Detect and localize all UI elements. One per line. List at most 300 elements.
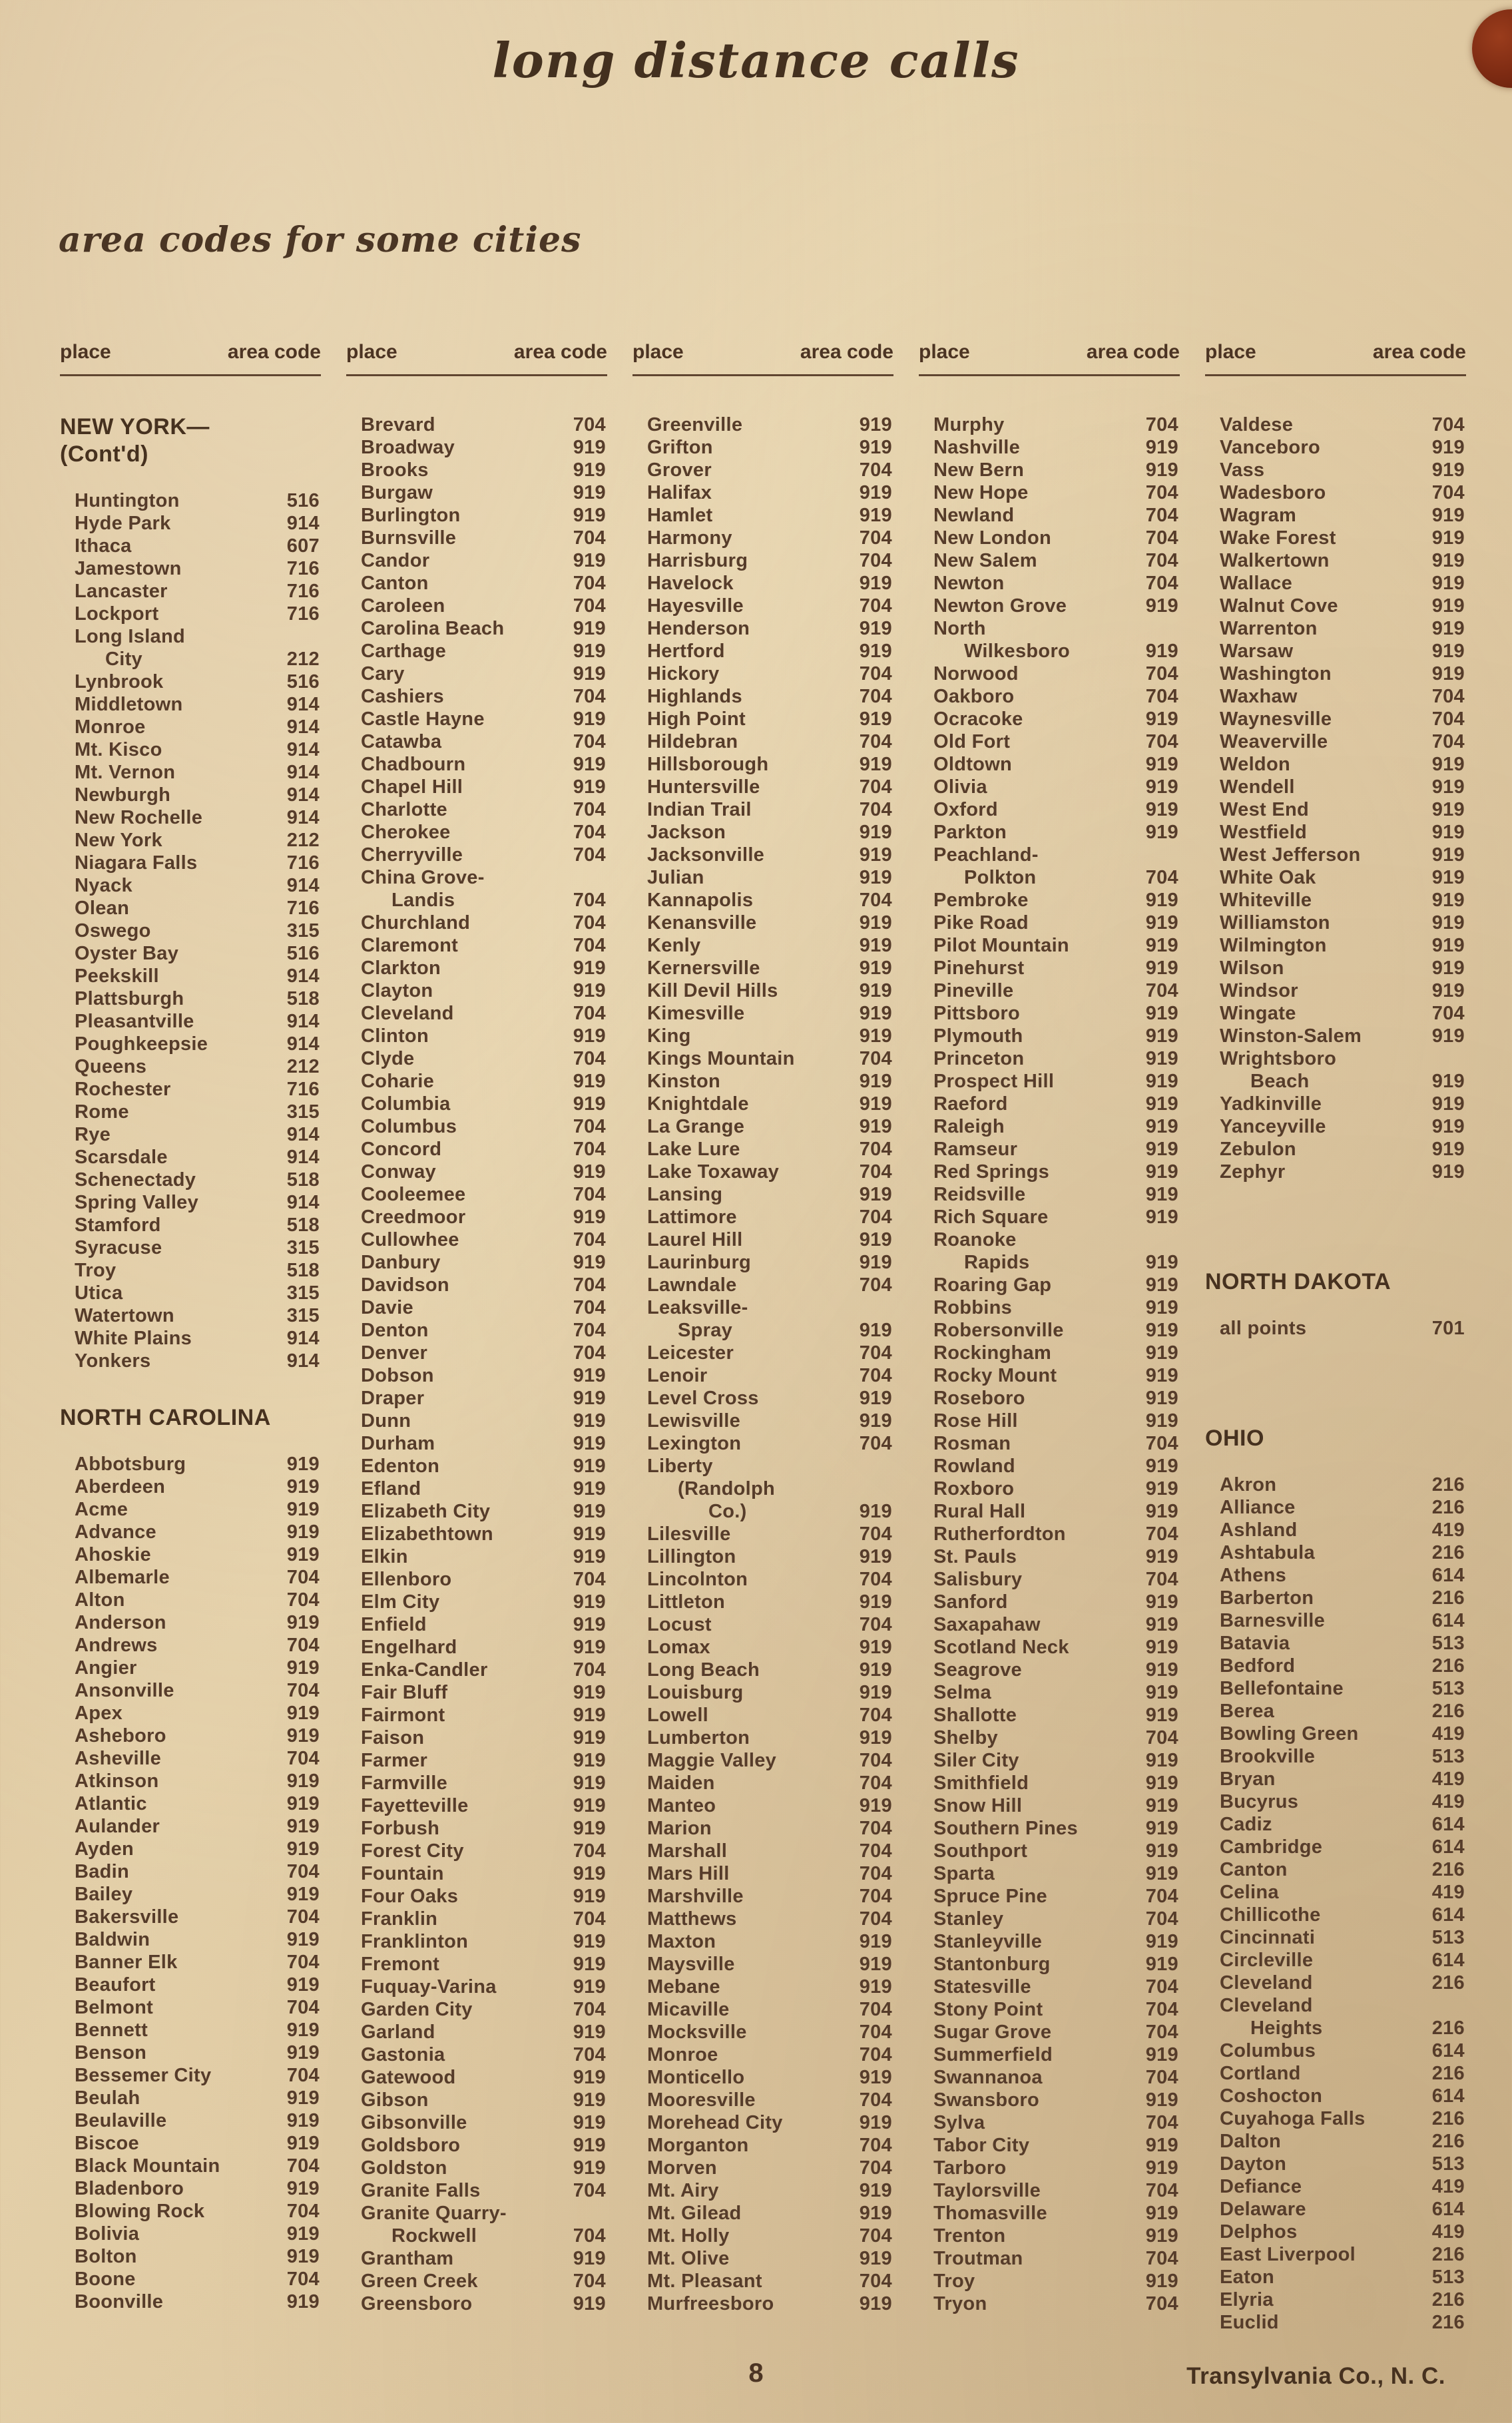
area-code-value: 919 [1145,2044,1178,2065]
list-item [346,821,607,844]
area-code-value: 212 [286,649,320,670]
area-code-value: 704 [859,1161,892,1183]
list-item [919,957,1180,979]
area-code-value: 704 [859,686,892,707]
list-item [346,1070,607,1093]
list-item [346,640,607,663]
area-code-value: 518 [286,1260,320,1281]
place-name: Hertford [647,641,725,662]
place-name: West End [1220,799,1309,820]
area-code-value: 919 [1431,618,1465,639]
list-item [346,481,607,504]
area-code-value: 704 [573,1342,606,1364]
area-code-value: 919 [859,2248,892,2269]
list-item [346,595,607,617]
list-item [632,2292,893,2315]
place-name: Marshall [647,1840,728,1862]
list-item [919,2292,1180,2315]
place-name: Salisbury [933,1569,1023,1590]
place-name: Mt. Kisco [75,739,162,760]
list-item [60,1453,321,1476]
list-item [60,648,321,671]
place-name: Columbia [361,1093,451,1115]
place-name: Lawndale [647,1274,737,1296]
place-name: Garland [361,2021,435,2043]
area-code-value: 919 [573,1252,606,1273]
place-name: Lillington [647,1546,736,1567]
area-code-value: 704 [859,2225,892,2247]
list-item [60,2268,321,2290]
area-code-value: 716 [286,898,320,919]
area-code-value: 704 [1145,550,1178,571]
place-name: Ashland [1220,1519,1298,1541]
area-code-value: 919 [573,1025,606,1047]
list-item [60,1146,321,1169]
list-item [632,527,893,549]
place-name: Kings Mountain [647,1048,795,1069]
list-item [1205,1904,1466,1926]
list-item [1205,866,1466,889]
place-name: Cadiz [1220,1814,1272,1835]
place-name: Grover [647,459,712,481]
area-code-value: 704 [573,1003,606,1024]
list-item [919,1568,1180,1591]
list-item [632,1364,893,1387]
place-name: Niagara Falls [75,852,198,874]
state-heading-line: (Cont'd) [60,441,148,467]
list-item [346,1794,607,1817]
area-code-value: 919 [1145,1840,1178,1862]
list-item [632,1659,893,1681]
place-name: all points [1220,1318,1307,1339]
list-item [1205,1723,1466,1745]
area-code-value: 919 [1145,1772,1178,1794]
list-item [60,1191,321,1214]
place-name: Pittsboro [933,1003,1020,1024]
place-name: Red Springs [933,1161,1050,1183]
area-code-value: 919 [1431,799,1465,820]
state-heading [1205,1268,1466,1296]
list-item [1205,1790,1466,1813]
column-header [346,341,607,376]
area-code-value: 704 [573,1320,606,1341]
list-item [60,1679,321,1702]
place-name: Brevard [361,414,435,435]
list-item [632,2043,893,2066]
list-item [1205,2039,1466,2062]
area-code-column-label: area code [1086,341,1180,363]
place-name: Lowell [647,1705,709,1726]
list-item [1205,1745,1466,1768]
area-code-value: 704 [573,1116,606,1137]
area-code-value: 919 [1145,1139,1178,1160]
place-name: Plymouth [933,1025,1023,1047]
area-code-value: 704 [1145,1433,1178,1454]
list-item [919,1070,1180,1093]
list-item [346,459,607,481]
area-code-value: 704 [1145,1886,1178,1907]
place-name: Batavia [1220,1633,1290,1654]
list-item [346,2202,607,2225]
list-item [1205,685,1466,708]
list-item [632,1885,893,1908]
place-name: Winston-Salem [1220,1025,1362,1047]
place-name: Elizabethtown [361,1523,493,1545]
list-item [346,1047,607,1070]
area-code-value: 919 [573,1546,606,1567]
place-name: Farmer [361,1750,428,1771]
area-code-value: 704 [286,2201,320,2222]
area-code-value: 919 [1145,2135,1178,2156]
list-item [1205,2243,1466,2266]
area-code-value: 919 [1431,890,1465,911]
place-name: Pembroke [933,890,1029,911]
list-item [60,1657,321,1679]
area-code-value: 919 [1145,1207,1178,1228]
area-code-value: 704 [859,1207,892,1228]
area-code-value: 919 [1145,935,1178,956]
list-item [919,1908,1180,1930]
area-code-value: 704 [573,527,606,549]
list-item [919,1659,1180,1681]
place-name: Grifton [647,437,713,458]
place-name: Chillicothe [1220,1904,1321,1926]
place-name: Sanford [933,1591,1008,1613]
list-item [919,1478,1180,1500]
area-code-value: 704 [859,1886,892,1907]
area-code-value: 919 [1431,595,1465,617]
place-name: St. Pauls [933,1546,1017,1567]
place-name: Circleville [1220,1950,1314,1971]
area-code-value: 516 [286,490,320,511]
area-code-value: 216 [1431,1497,1465,1518]
place-name: Raleigh [933,1116,1005,1137]
area-code-value: 919 [859,822,892,843]
column-1 [60,341,321,2334]
place-name: Oakboro [933,686,1015,707]
area-code-value: 919 [859,708,892,730]
area-code-value: 919 [573,1365,606,1386]
list-item [919,1296,1180,1319]
list-item [60,671,321,693]
area-code-value: 919 [1145,437,1178,458]
place-name: Robbins [933,1297,1013,1318]
column-header [1205,341,1466,376]
place-name: Monroe [75,716,146,738]
list-item [60,1543,321,1566]
place-name: Cuyahoga Falls [1220,2108,1366,2129]
place-name: Churchland [361,912,471,934]
list-item [346,1432,607,1455]
place-name: Gastonia [361,2044,445,2065]
area-code-value: 919 [859,641,892,662]
area-code-value: 704 [1145,1523,1178,1545]
area-code-value: 704 [1145,527,1178,549]
place-name: Bolivia [75,2223,140,2245]
place-name: Laurel Hill [647,1229,743,1250]
list-item [919,549,1180,572]
area-code-value: 919 [573,2067,606,2088]
list-item [919,708,1180,730]
list-item [60,1838,321,1860]
place-name: Lilesville [647,1523,731,1545]
list-item [1205,1093,1466,1115]
list-item [632,1727,893,1749]
area-code-value: 704 [859,799,892,820]
list-item [346,1613,607,1636]
area-code-value: 704 [859,1999,892,2020]
place-name: Bakersville [75,1906,179,1928]
area-code-value: 704 [859,776,892,798]
list-item [1205,1972,1466,1994]
list-item [632,912,893,934]
place-name: Enfield [361,1614,427,1635]
list-item [919,1545,1180,1568]
place-name: Julian [647,867,704,888]
area-code-value: 919 [1145,1025,1178,1047]
place-name: Clarkton [361,957,441,979]
list-item [919,776,1180,798]
place-name: Cashiers [361,686,444,707]
area-code-value: 704 [859,2044,892,2065]
place-name: Elkin [361,1546,408,1567]
area-code-value: 919 [573,1772,606,1794]
list-item [346,663,607,685]
area-code-value: 919 [1431,527,1465,549]
list-item [632,481,893,504]
place-name: New London [933,527,1051,549]
place-column-label: place [346,341,397,363]
list-item [60,897,321,920]
list-item [632,1953,893,1976]
place-name: Jacksonville [647,844,765,866]
list-item [346,2089,607,2111]
list-item [1205,413,1466,436]
area-code-value: 919 [286,1521,320,1543]
place-name: Taylorsville [933,2180,1041,2201]
place-name: Newburgh [75,784,171,806]
area-code-value: 704 [859,731,892,752]
list-item [1205,2311,1466,2334]
list-item [60,2041,321,2064]
list-item [346,1387,607,1410]
list-item [919,1749,1180,1772]
area-code-value: 919 [1145,1003,1178,1024]
area-code-value: 216 [1431,1859,1465,1880]
area-code-value: 919 [573,1456,606,1477]
place-name: Fayetteville [361,1795,469,1816]
list-item [346,1183,607,1206]
place-name: Dobson [361,1365,434,1386]
place-name: Jamestown [75,558,182,579]
area-code-value: 614 [1431,2085,1465,2107]
list-item [632,1636,893,1659]
list-item [632,1568,893,1591]
place-name: Rural Hall [933,1501,1026,1522]
list-item [632,1047,893,1070]
list-item [346,1885,607,1908]
place-name: Alliance [1220,1497,1296,1518]
area-code-value: 704 [573,2225,606,2247]
area-code-value: 919 [859,573,892,594]
list-item [346,2134,607,2157]
list-item [919,1115,1180,1138]
area-code-value: 704 [573,573,606,594]
list-item [60,1702,321,1725]
list-item [919,821,1180,844]
list-item [632,1206,893,1228]
area-code-value: 919 [1145,1320,1178,1341]
place-name: Greenville [647,414,743,435]
area-code-value: 919 [1431,1161,1465,1183]
place-name: New Rochelle [75,807,203,828]
place-name: Peekskill [75,965,159,987]
list-item [919,1500,1180,1523]
list-item [632,2021,893,2043]
place-name: Rocky Mount [933,1365,1057,1386]
list-item [632,1998,893,2021]
list-item [1205,595,1466,617]
area-code-value: 919 [1145,1546,1178,1567]
area-code-value: 919 [1431,776,1465,798]
area-code-value: 919 [573,482,606,503]
list-item [1205,776,1466,798]
list-item [346,504,607,527]
area-code-value: 419 [1431,1882,1465,1903]
place-name: Warsaw [1220,641,1294,662]
area-code-value: 919 [1431,663,1465,684]
area-code-value: 704 [286,1680,320,1701]
area-code-value: 919 [573,754,606,775]
area-code-value: 919 [1145,754,1178,775]
place-name: Kernersville [647,957,760,979]
list-item [60,784,321,806]
area-code-value: 704 [1431,708,1465,730]
area-code-value: 216 [1431,2108,1465,2129]
place-name: Mebane [647,1976,720,1998]
list-item [632,979,893,1002]
area-code-value: 919 [573,1614,606,1635]
area-code-value: 919 [1431,754,1465,775]
place-name: Beulaville [75,2110,167,2131]
list-item [919,934,1180,957]
area-code-value: 919 [573,550,606,571]
list-item [919,1432,1180,1455]
list-item [1205,1813,1466,1836]
list-item [1205,1836,1466,1858]
area-code-value: 919 [286,1793,320,1814]
list-item [60,2064,321,2087]
list-item [60,829,321,852]
place-name: Mocksville [647,2021,747,2043]
place-name: Zebulon [1220,1139,1296,1160]
area-code-value: 216 [1431,2312,1465,2333]
list-item [346,1749,607,1772]
list-item [919,2270,1180,2292]
place-name: Columbus [1220,2040,1316,2061]
place-name: Lenoir [647,1365,708,1386]
area-code-value: 704 [286,2065,320,2086]
place-name: Carthage [361,641,447,662]
place-name: Morehead City [647,2112,783,2133]
list-item [60,2155,321,2177]
list-item [346,776,607,798]
place-name: Snow Hill [933,1795,1023,1816]
list-item [60,874,321,897]
place-name: Sylva [933,2112,985,2133]
place-name: Charlotte [361,799,447,820]
place-name: Banner Elk [75,1952,178,1973]
area-code-value: 914 [286,965,320,987]
area-code-value: 704 [573,1229,606,1250]
list-item [346,1206,607,1228]
place-name: Ocracoke [933,708,1023,730]
area-code-value: 919 [1145,1705,1178,1726]
place-name: Caroleen [361,595,445,617]
list-item [919,1523,1180,1545]
place-name: Siler City [933,1750,1019,1771]
place-name: Troutman [933,2248,1023,2269]
list-item [632,1523,893,1545]
area-code-value: 919 [1145,1252,1178,1273]
area-code-value: 919 [1145,1093,1178,1115]
place-name: Beach [1250,1071,1310,1092]
area-code-value: 315 [286,920,320,942]
place-name: Efland [361,1478,421,1499]
place-name: Baldwin [75,1929,150,1950]
place-name: Gatewood [361,2067,456,2088]
place-name: Ashtabula [1220,1542,1315,1563]
area-code-value: 704 [573,731,606,752]
list-item [60,1634,321,1657]
list-item [60,489,321,512]
area-code-value: 919 [859,1093,892,1115]
list-item [60,2087,321,2109]
area-code-value: 919 [573,1161,606,1183]
place-name: Rome [75,1101,129,1123]
place-name: Four Oaks [361,1886,459,1907]
place-name: Washington [1220,663,1332,684]
list-item [1205,2153,1466,2175]
list-item [1205,1138,1466,1161]
place-name: Dalton [1220,2131,1282,2152]
area-code-value: 704 [859,2135,892,2156]
place-name: Ahoskie [75,1544,151,1565]
list-item [1205,957,1466,979]
place-name: Sugar Grove [933,2021,1052,2043]
area-code-value: 704 [859,1908,892,1930]
area-code-value: 919 [859,1184,892,1205]
list-item [919,1002,1180,1025]
list-item [919,413,1180,436]
list-item [632,2225,893,2247]
area-code-value: 919 [859,754,892,775]
list-item [632,753,893,776]
list-item [346,2066,607,2089]
list-item [346,708,607,730]
area-code-value: 919 [1145,1954,1178,1975]
list-item [346,1862,607,1885]
area-code-value: 914 [286,1011,320,1032]
place-name: Nashville [933,437,1021,458]
list-item [632,663,893,685]
place-name: Roseboro [933,1388,1025,1409]
list-item [632,572,893,595]
place-name: Yadkinville [1220,1093,1322,1115]
column-3 [632,341,893,2334]
place-name: Huntington [75,490,180,511]
list-item [60,1521,321,1543]
